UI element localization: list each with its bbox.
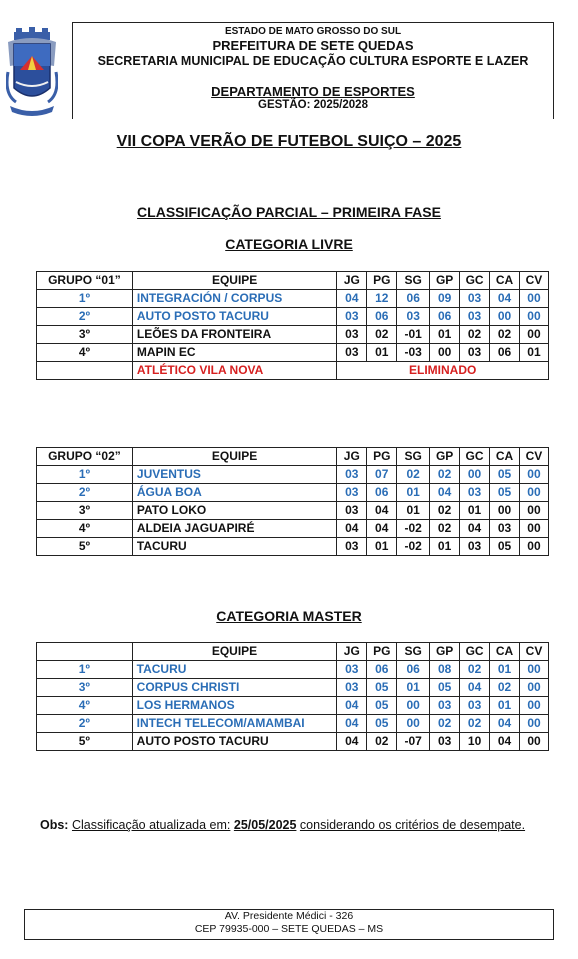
column-header-pg: PG bbox=[367, 272, 397, 290]
eliminated-label: ELIMINADO bbox=[337, 362, 549, 380]
row-stat-cv: 00 bbox=[519, 484, 548, 502]
row-stat-sg: -02 bbox=[397, 538, 430, 556]
table-row bbox=[37, 520, 549, 538]
row-stat-gc: 01 bbox=[460, 502, 490, 520]
row-position: 1º bbox=[37, 290, 133, 308]
row-team: ÁGUA BOA bbox=[132, 484, 336, 502]
row-stat-sg: 01 bbox=[397, 484, 430, 502]
table-row bbox=[37, 697, 549, 715]
row-stat-ca: 06 bbox=[490, 344, 520, 362]
table-header-row bbox=[37, 643, 549, 661]
row-stat-cv: 00 bbox=[519, 520, 548, 538]
row-stat-jg: 03 bbox=[337, 679, 367, 697]
table-row bbox=[37, 326, 549, 344]
row-team: PATO LOKO bbox=[132, 502, 336, 520]
row-stat-gc: 03 bbox=[460, 308, 490, 326]
row-stat-sg: 02 bbox=[397, 466, 430, 484]
column-header-gp: GP bbox=[430, 272, 460, 290]
table-header-row bbox=[37, 448, 549, 466]
header-state: ESTADO DE MATO GROSSO DO SUL bbox=[224, 26, 402, 37]
row-position: 3º bbox=[37, 679, 133, 697]
row-team: INTEGRACIÓN / CORPUS bbox=[132, 290, 336, 308]
column-header-pg: PG bbox=[367, 448, 397, 466]
master-table bbox=[36, 642, 549, 751]
table-row-eliminated bbox=[37, 362, 549, 380]
header-department: DEPARTAMENTO DE ESPORTES bbox=[211, 84, 415, 99]
row-stat-sg: 00 bbox=[397, 697, 430, 715]
row-stat-pg: 07 bbox=[367, 466, 397, 484]
row-stat-pg: 06 bbox=[367, 484, 397, 502]
row-stat-ca: 05 bbox=[490, 538, 520, 556]
footer-street: AV. Presidente Médici - 326 bbox=[224, 910, 354, 922]
row-stat-pg: 06 bbox=[367, 661, 397, 679]
row-stat-jg: 04 bbox=[337, 290, 367, 308]
column-header-gp: GP bbox=[430, 643, 460, 661]
group-01-table bbox=[36, 271, 549, 380]
row-stat-ca: 04 bbox=[490, 290, 520, 308]
row-position: 4º bbox=[37, 344, 133, 362]
observation-note bbox=[40, 818, 560, 832]
column-header-pg: PG bbox=[367, 643, 397, 661]
row-stat-gp: 03 bbox=[430, 697, 460, 715]
row-position: 3º bbox=[37, 502, 133, 520]
row-position: 2º bbox=[37, 715, 133, 733]
row-stat-sg: 06 bbox=[397, 661, 430, 679]
row-stat-gp: 03 bbox=[430, 733, 460, 751]
row-position: 5º bbox=[37, 538, 133, 556]
table-row bbox=[37, 715, 549, 733]
municipal-crest-logo bbox=[6, 26, 58, 118]
group-label: GRUPO “01” bbox=[37, 272, 133, 290]
row-stat-gc: 03 bbox=[460, 538, 490, 556]
row-team: AUTO POSTO TACURU bbox=[132, 308, 336, 326]
group-02-table bbox=[36, 447, 549, 556]
table-row bbox=[37, 661, 549, 679]
table-row bbox=[37, 679, 549, 697]
row-stat-pg: 04 bbox=[367, 502, 397, 520]
row-stat-ca: 00 bbox=[490, 502, 520, 520]
header-term: GESTÃO: 2025/2028 bbox=[258, 99, 368, 111]
table-row bbox=[37, 308, 549, 326]
row-stat-ca: 05 bbox=[490, 484, 520, 502]
table-row bbox=[37, 290, 549, 308]
row-stat-pg: 05 bbox=[367, 715, 397, 733]
row-stat-ca: 05 bbox=[490, 466, 520, 484]
row-stat-sg: -03 bbox=[397, 344, 430, 362]
row-stat-gp: 02 bbox=[430, 502, 460, 520]
column-header-equipe: EQUIPE bbox=[132, 272, 336, 290]
column-header-ca: CA bbox=[490, 448, 520, 466]
row-stat-gp: 09 bbox=[430, 290, 460, 308]
column-header-cv: CV bbox=[520, 643, 549, 661]
row-stat-pg: 05 bbox=[367, 679, 397, 697]
row-team: INTECH TELECOM/AMAMBAI bbox=[132, 715, 337, 733]
column-header-cv: CV bbox=[519, 272, 548, 290]
row-stat-jg: 04 bbox=[337, 733, 367, 751]
row-stat-pg: 12 bbox=[367, 290, 397, 308]
row-team: TACURU bbox=[132, 538, 336, 556]
row-stat-gp: 04 bbox=[430, 484, 460, 502]
obs-date: 25/05/2025 bbox=[233, 818, 297, 832]
page-subtitle: CLASSIFICAÇÃO PARCIAL – PRIMEIRA FASE bbox=[137, 204, 441, 220]
footer-address bbox=[24, 909, 554, 940]
row-stat-pg: 06 bbox=[367, 308, 397, 326]
row-position: 2º bbox=[37, 308, 133, 326]
row-stat-ca: 02 bbox=[490, 326, 520, 344]
row-stat-gp: 08 bbox=[430, 661, 460, 679]
column-header-gc: GC bbox=[460, 643, 490, 661]
row-stat-gp: 02 bbox=[430, 715, 460, 733]
row-team: MAPIN EC bbox=[132, 344, 336, 362]
row-team: LOS HERMANOS bbox=[132, 697, 337, 715]
row-stat-ca: 04 bbox=[490, 715, 520, 733]
column-header-jg: JG bbox=[337, 272, 367, 290]
column-header-jg: JG bbox=[337, 448, 367, 466]
row-stat-sg: 00 bbox=[397, 715, 430, 733]
row-stat-ca: 00 bbox=[490, 308, 520, 326]
row-stat-ca: 04 bbox=[490, 733, 520, 751]
column-header-cv: CV bbox=[519, 448, 548, 466]
row-stat-pg: 01 bbox=[367, 344, 397, 362]
row-stat-ca: 01 bbox=[490, 661, 520, 679]
row-stat-sg: 01 bbox=[397, 502, 430, 520]
category-master-title: CATEGORIA MASTER bbox=[216, 608, 362, 624]
table-row bbox=[37, 538, 549, 556]
column-header-sg: SG bbox=[397, 643, 430, 661]
header-prefecture: PREFEITURA DE SETE QUEDAS bbox=[212, 38, 414, 53]
row-stat-gp: 02 bbox=[430, 520, 460, 538]
eliminated-team: ATLÉTICO VILA NOVA bbox=[132, 362, 336, 380]
column-header-gp: GP bbox=[430, 448, 460, 466]
row-team: TACURU bbox=[132, 661, 337, 679]
row-stat-gc: 04 bbox=[460, 520, 490, 538]
row-stat-ca: 02 bbox=[490, 679, 520, 697]
table-header-row bbox=[37, 272, 549, 290]
row-stat-cv: 00 bbox=[520, 733, 549, 751]
row-stat-cv: 00 bbox=[520, 679, 549, 697]
row-stat-sg: 06 bbox=[397, 290, 430, 308]
column-header-jg: JG bbox=[337, 643, 367, 661]
row-stat-jg: 03 bbox=[337, 308, 367, 326]
row-stat-gp: 01 bbox=[430, 326, 460, 344]
row-stat-cv: 00 bbox=[519, 538, 548, 556]
column-header-ca: CA bbox=[490, 643, 520, 661]
obs-text-1: Classificação atualizada em: bbox=[71, 818, 231, 832]
row-stat-sg: 01 bbox=[397, 679, 430, 697]
page-title: VII COPA VERÃO DE FUTEBOL SUIÇO – 2025 bbox=[116, 133, 462, 150]
row-stat-gc: 03 bbox=[460, 344, 490, 362]
row-stat-pg: 04 bbox=[367, 520, 397, 538]
row-stat-gc: 03 bbox=[460, 697, 490, 715]
row-stat-cv: 00 bbox=[519, 290, 548, 308]
row-stat-gc: 10 bbox=[460, 733, 490, 751]
row-stat-cv: 01 bbox=[519, 344, 548, 362]
category-livre-title: CATEGORIA LIVRE bbox=[225, 236, 353, 252]
row-stat-ca: 03 bbox=[490, 520, 520, 538]
row-stat-gp: 05 bbox=[430, 679, 460, 697]
row-stat-jg: 04 bbox=[337, 697, 367, 715]
row-stat-cv: 00 bbox=[519, 502, 548, 520]
column-header-gc: GC bbox=[460, 448, 490, 466]
row-stat-pg: 01 bbox=[367, 538, 397, 556]
header-secretariat: SECRETARIA MUNICIPAL DE EDUCAÇÃO CULTURA ESPORTE E LAZER bbox=[97, 54, 529, 68]
row-stat-gp: 01 bbox=[430, 538, 460, 556]
obs-text-2: considerando os critérios de desempate. bbox=[299, 818, 526, 832]
row-position: 4º bbox=[37, 520, 133, 538]
row-position bbox=[37, 362, 133, 380]
row-stat-pg: 02 bbox=[367, 733, 397, 751]
row-stat-pg: 02 bbox=[367, 326, 397, 344]
row-position: 3º bbox=[37, 326, 133, 344]
row-stat-gc: 04 bbox=[460, 679, 490, 697]
row-team: LEÕES DA FRONTEIRA bbox=[132, 326, 336, 344]
row-position: 5º bbox=[37, 733, 133, 751]
row-stat-cv: 00 bbox=[519, 308, 548, 326]
column-header-sg: SG bbox=[397, 448, 430, 466]
header-box bbox=[72, 22, 554, 119]
column-header-equipe: EQUIPE bbox=[132, 643, 337, 661]
row-stat-gc: 02 bbox=[460, 661, 490, 679]
table-row bbox=[37, 502, 549, 520]
table-row bbox=[37, 484, 549, 502]
row-team: CORPUS CHRISTI bbox=[132, 679, 337, 697]
column-header-ca: CA bbox=[490, 272, 520, 290]
column-header-equipe: EQUIPE bbox=[132, 448, 336, 466]
row-stat-jg: 04 bbox=[337, 715, 367, 733]
row-stat-gc: 03 bbox=[460, 290, 490, 308]
row-stat-gc: 02 bbox=[460, 326, 490, 344]
row-stat-cv: 00 bbox=[520, 715, 549, 733]
obs-label: Obs: bbox=[40, 818, 69, 832]
row-position: 2º bbox=[37, 484, 133, 502]
row-stat-jg: 03 bbox=[337, 502, 367, 520]
row-stat-sg: -01 bbox=[397, 326, 430, 344]
row-stat-pg: 05 bbox=[367, 697, 397, 715]
row-stat-sg: -02 bbox=[397, 520, 430, 538]
row-stat-gp: 00 bbox=[430, 344, 460, 362]
column-header-sg: SG bbox=[397, 272, 430, 290]
table-row bbox=[37, 733, 549, 751]
group-label bbox=[37, 643, 133, 661]
row-stat-gp: 06 bbox=[430, 308, 460, 326]
row-stat-jg: 03 bbox=[337, 538, 367, 556]
row-stat-jg: 03 bbox=[337, 661, 367, 679]
row-stat-cv: 00 bbox=[520, 697, 549, 715]
row-stat-cv: 00 bbox=[519, 326, 548, 344]
row-stat-gc: 03 bbox=[460, 484, 490, 502]
row-stat-gc: 02 bbox=[460, 715, 490, 733]
column-header-gc: GC bbox=[460, 272, 490, 290]
row-stat-jg: 03 bbox=[337, 466, 367, 484]
group-label: GRUPO “02” bbox=[37, 448, 133, 466]
table-row bbox=[37, 466, 549, 484]
row-stat-cv: 00 bbox=[519, 466, 548, 484]
row-stat-jg: 03 bbox=[337, 484, 367, 502]
row-stat-jg: 04 bbox=[337, 520, 367, 538]
row-position: 1º bbox=[37, 466, 133, 484]
row-team: JUVENTUS bbox=[132, 466, 336, 484]
row-stat-jg: 03 bbox=[337, 326, 367, 344]
row-position: 4º bbox=[37, 697, 133, 715]
row-stat-gc: 00 bbox=[460, 466, 490, 484]
footer-cep: CEP 79935-000 – SETE QUEDAS – MS bbox=[194, 923, 384, 935]
row-stat-ca: 01 bbox=[490, 697, 520, 715]
row-stat-cv: 00 bbox=[520, 661, 549, 679]
table-row bbox=[37, 344, 549, 362]
row-stat-gp: 02 bbox=[430, 466, 460, 484]
row-stat-jg: 03 bbox=[337, 344, 367, 362]
row-position: 1º bbox=[37, 661, 133, 679]
row-stat-sg: -07 bbox=[397, 733, 430, 751]
row-stat-sg: 03 bbox=[397, 308, 430, 326]
row-team: AUTO POSTO TACURU bbox=[132, 733, 337, 751]
row-team: ALDEIA JAGUAPIRÉ bbox=[132, 520, 336, 538]
